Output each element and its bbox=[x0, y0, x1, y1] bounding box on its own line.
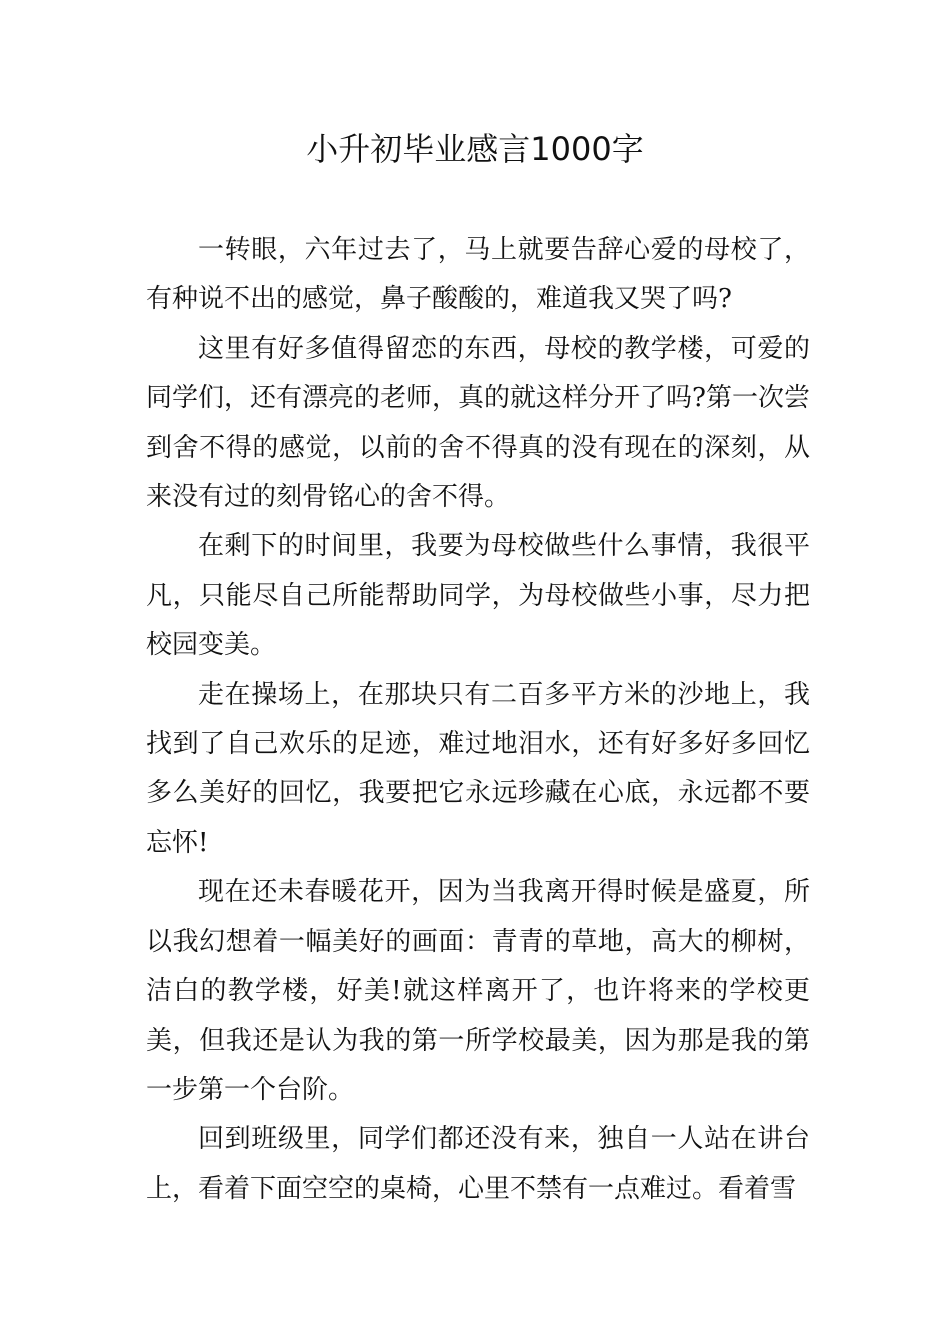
document-title: 小升初毕业感言1000字 bbox=[306, 130, 644, 168]
paragraph: 在剩下的时间里，我要为母校做些什么事情，我很平凡，只能尽自己所能帮助同学，为母校做些小事，尽力把校园变美。 bbox=[146, 531, 810, 661]
document-body bbox=[146, 226, 810, 1214]
paragraph: 走在操场上，在那块只有二百多平方米的沙地上，我找到了自己欢乐的足迹，难过地泪水，还有好多好多回忆多么美好的回忆，我要把它永远珍藏在心底，永远都不要忘怀! bbox=[146, 679, 810, 858]
paragraph: 回到班级里，同学们都还没有来，独自一人站在讲台上，看着下面空空的桌椅，心里不禁有一点难过。看着雪 bbox=[146, 1124, 810, 1204]
paragraph: 现在还未春暖花开，因为当我离开得时候是盛夏，所以我幻想着一幅美好的画面：青青的草地，高大的柳树，洁白的教学楼，好美!就这样离开了，也许将来的学校更美，但我还是认为我的第一所学校最美，因为那是我的第一步第一个台阶。 bbox=[146, 877, 810, 1105]
paragraph: 一转眼，六年过去了，马上就要告辞心爱的母校了，有种说不出的感觉，鼻子酸酸的，难道我又哭了吗? bbox=[146, 235, 810, 315]
paragraph: 这里有好多值得留恋的东西，母校的教学楼，可爱的同学们，还有漂亮的老师，真的就这样分开了吗?第一次尝到舍不得的感觉，以前的舍不得真的没有现在的深刻，从来没有过的刻骨铭心的舍不得。 bbox=[146, 333, 810, 513]
